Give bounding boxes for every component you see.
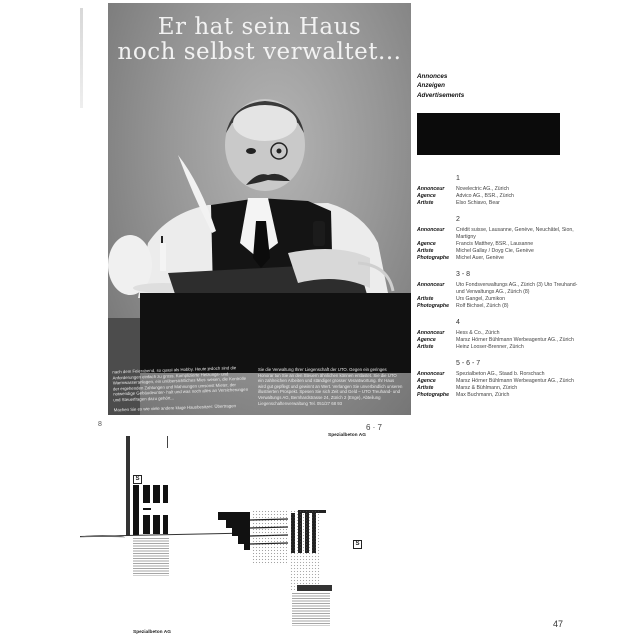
credit-row: Artiste Urs Gangel, Zumikon — [417, 295, 506, 302]
ad-body-copy-closing: Machen Sie es wie viele andere kluge Hausbesitzer: Übertragen — [113, 402, 236, 412]
spezialbeton-logo-icon-2: S — [353, 540, 362, 549]
ad-body-copy-right: Sie die Verwaltung Ihrer Liegenschaft der UTO. Gegen ein geringes Honorar tun Sie an den Steuern ähnlichen können entlastet. Sie die UTO ein zahlreichen Arbeiten und ständiger grosser Verantwortung. Ihr Haus wird gut gepflegt und gewinnt an Wert. Verlangen Sie unverbindlich unseren illustrierten Prospekt. Spesen Sie sich Zeit und Geld – UTO Treuhand- und Verwaltungs AG, Bernhardstrasse 24, Zürich 2 (Enge), Abteilung Liegenschaftenverwaltung Tel. 051/27 68 93 — [258, 367, 403, 406]
credit-row: Photographe Michel Auer, Genève — [417, 254, 504, 261]
credit-entry-1 — [417, 175, 582, 207]
entry-number: 2 — [456, 215, 460, 223]
spezialbeton-logo-icon: S — [133, 475, 142, 484]
credit-row: Photographe Max Buchmann, Zürich — [417, 391, 510, 398]
vertical-column-bar — [126, 436, 130, 536]
credit-row: Annonceur Hess & Co., Zürich — [417, 329, 500, 336]
credit-entry-5-6-7 — [417, 360, 582, 399]
credit-row: Annonceur Uto Fondsverwaltungs AG., Zürich (3) Uto Treuhand- und Verwaltungs AG., Zürich (8) — [417, 281, 578, 295]
credit-row: Artiste Elso Schiavo, Bear — [417, 199, 500, 206]
speckled-texture — [290, 510, 320, 590]
building-illustration — [133, 485, 169, 535]
uto-advertisement — [108, 3, 411, 415]
credit-row: Artiste Heinz Looser-Brenner, Zürich — [417, 343, 524, 350]
category-german: Anzeigen — [417, 82, 445, 90]
credit-entry-2 — [417, 216, 582, 262]
headline-line-1: Er hat sein Haus — [157, 14, 362, 40]
spread-text-column-right — [292, 593, 330, 626]
credits-column — [417, 72, 582, 399]
spezialbeton-label-top: Spezialbeton AG — [328, 433, 366, 438]
credit-row: Annonceur Spezialbeton AG., Staad b. Rorschach — [417, 370, 545, 377]
credit-row: Agence Marsz Hörner Bühlmann Werbeagentur AG., Zürich — [417, 377, 574, 384]
headline-line-2: noch selbst verwaltet... — [117, 39, 402, 65]
category-english: Advertisements — [417, 91, 465, 99]
credit-row: Agence Advico AG., BSR., Zürich — [417, 192, 514, 199]
credit-row: Agence Marsz Hörner Bühlmann Werbeagentur AG., Zürich — [417, 336, 574, 343]
credit-row: Annonceur Novelectric AG., Zürich — [417, 185, 510, 192]
black-bar-image — [417, 113, 560, 155]
speckled-texture — [252, 510, 287, 565]
page-number-left: 8 — [98, 421, 102, 428]
entry-number: 5 - 6 - 7 — [456, 359, 481, 367]
thin-tick-mark — [167, 436, 168, 448]
credit-entry-3-8 — [417, 271, 582, 310]
page-number-spread: 6 · 7 — [366, 423, 383, 432]
credit-row: Artiste Marsz & Bühlmann, Zürich — [417, 384, 518, 391]
dark-band — [297, 585, 332, 591]
spread-text-column-left — [133, 538, 169, 576]
credit-row: Agence Francis Matthey, BSR., Lausanne — [417, 240, 534, 247]
ad-headline — [108, 15, 411, 65]
entry-number: 4 — [456, 318, 460, 326]
credit-entry-4 — [417, 319, 582, 351]
ad-body-copy-left: nach dem Feierabend, so quasi als Hobby. Heute jedoch sind die Anforderungen einfach zu gross. Komplizierte Heizungs- und Warmwasseranlagen, ein unübersichtliches Miet- wesen, die Kontrolle der ergehenden Zahlungen und Mahnungen umsonst Mieter, der notwendige Gebäudeunter- halt und was noch alles an Versicherungen und Steuerfragen dazu gehört... Machen Sie es wie viele andere kluge Hausbesitzer: Übertragen — [112, 365, 253, 413]
spezialbeton-label-bottom: Spezialbeton AG — [133, 630, 171, 635]
entry-number: 1 — [456, 174, 460, 182]
page-curl — [80, 535, 125, 540]
entry-number: 3 - 8 — [456, 270, 471, 278]
page-number-right: 47 — [553, 619, 564, 629]
category-french: Annonces — [417, 73, 448, 80]
credit-row: Photographe Rolf Bichsel, Zürich (8) — [417, 302, 509, 309]
page-edge — [80, 8, 83, 108]
credit-row: Annonceur Crédit suisse, Lausanne, Genève, Neuchâtel, Sion, Martigny — [417, 226, 574, 240]
desk — [140, 293, 411, 373]
credit-row: Artiste Michel Gallay / Doyg Cie, Genève — [417, 247, 534, 254]
